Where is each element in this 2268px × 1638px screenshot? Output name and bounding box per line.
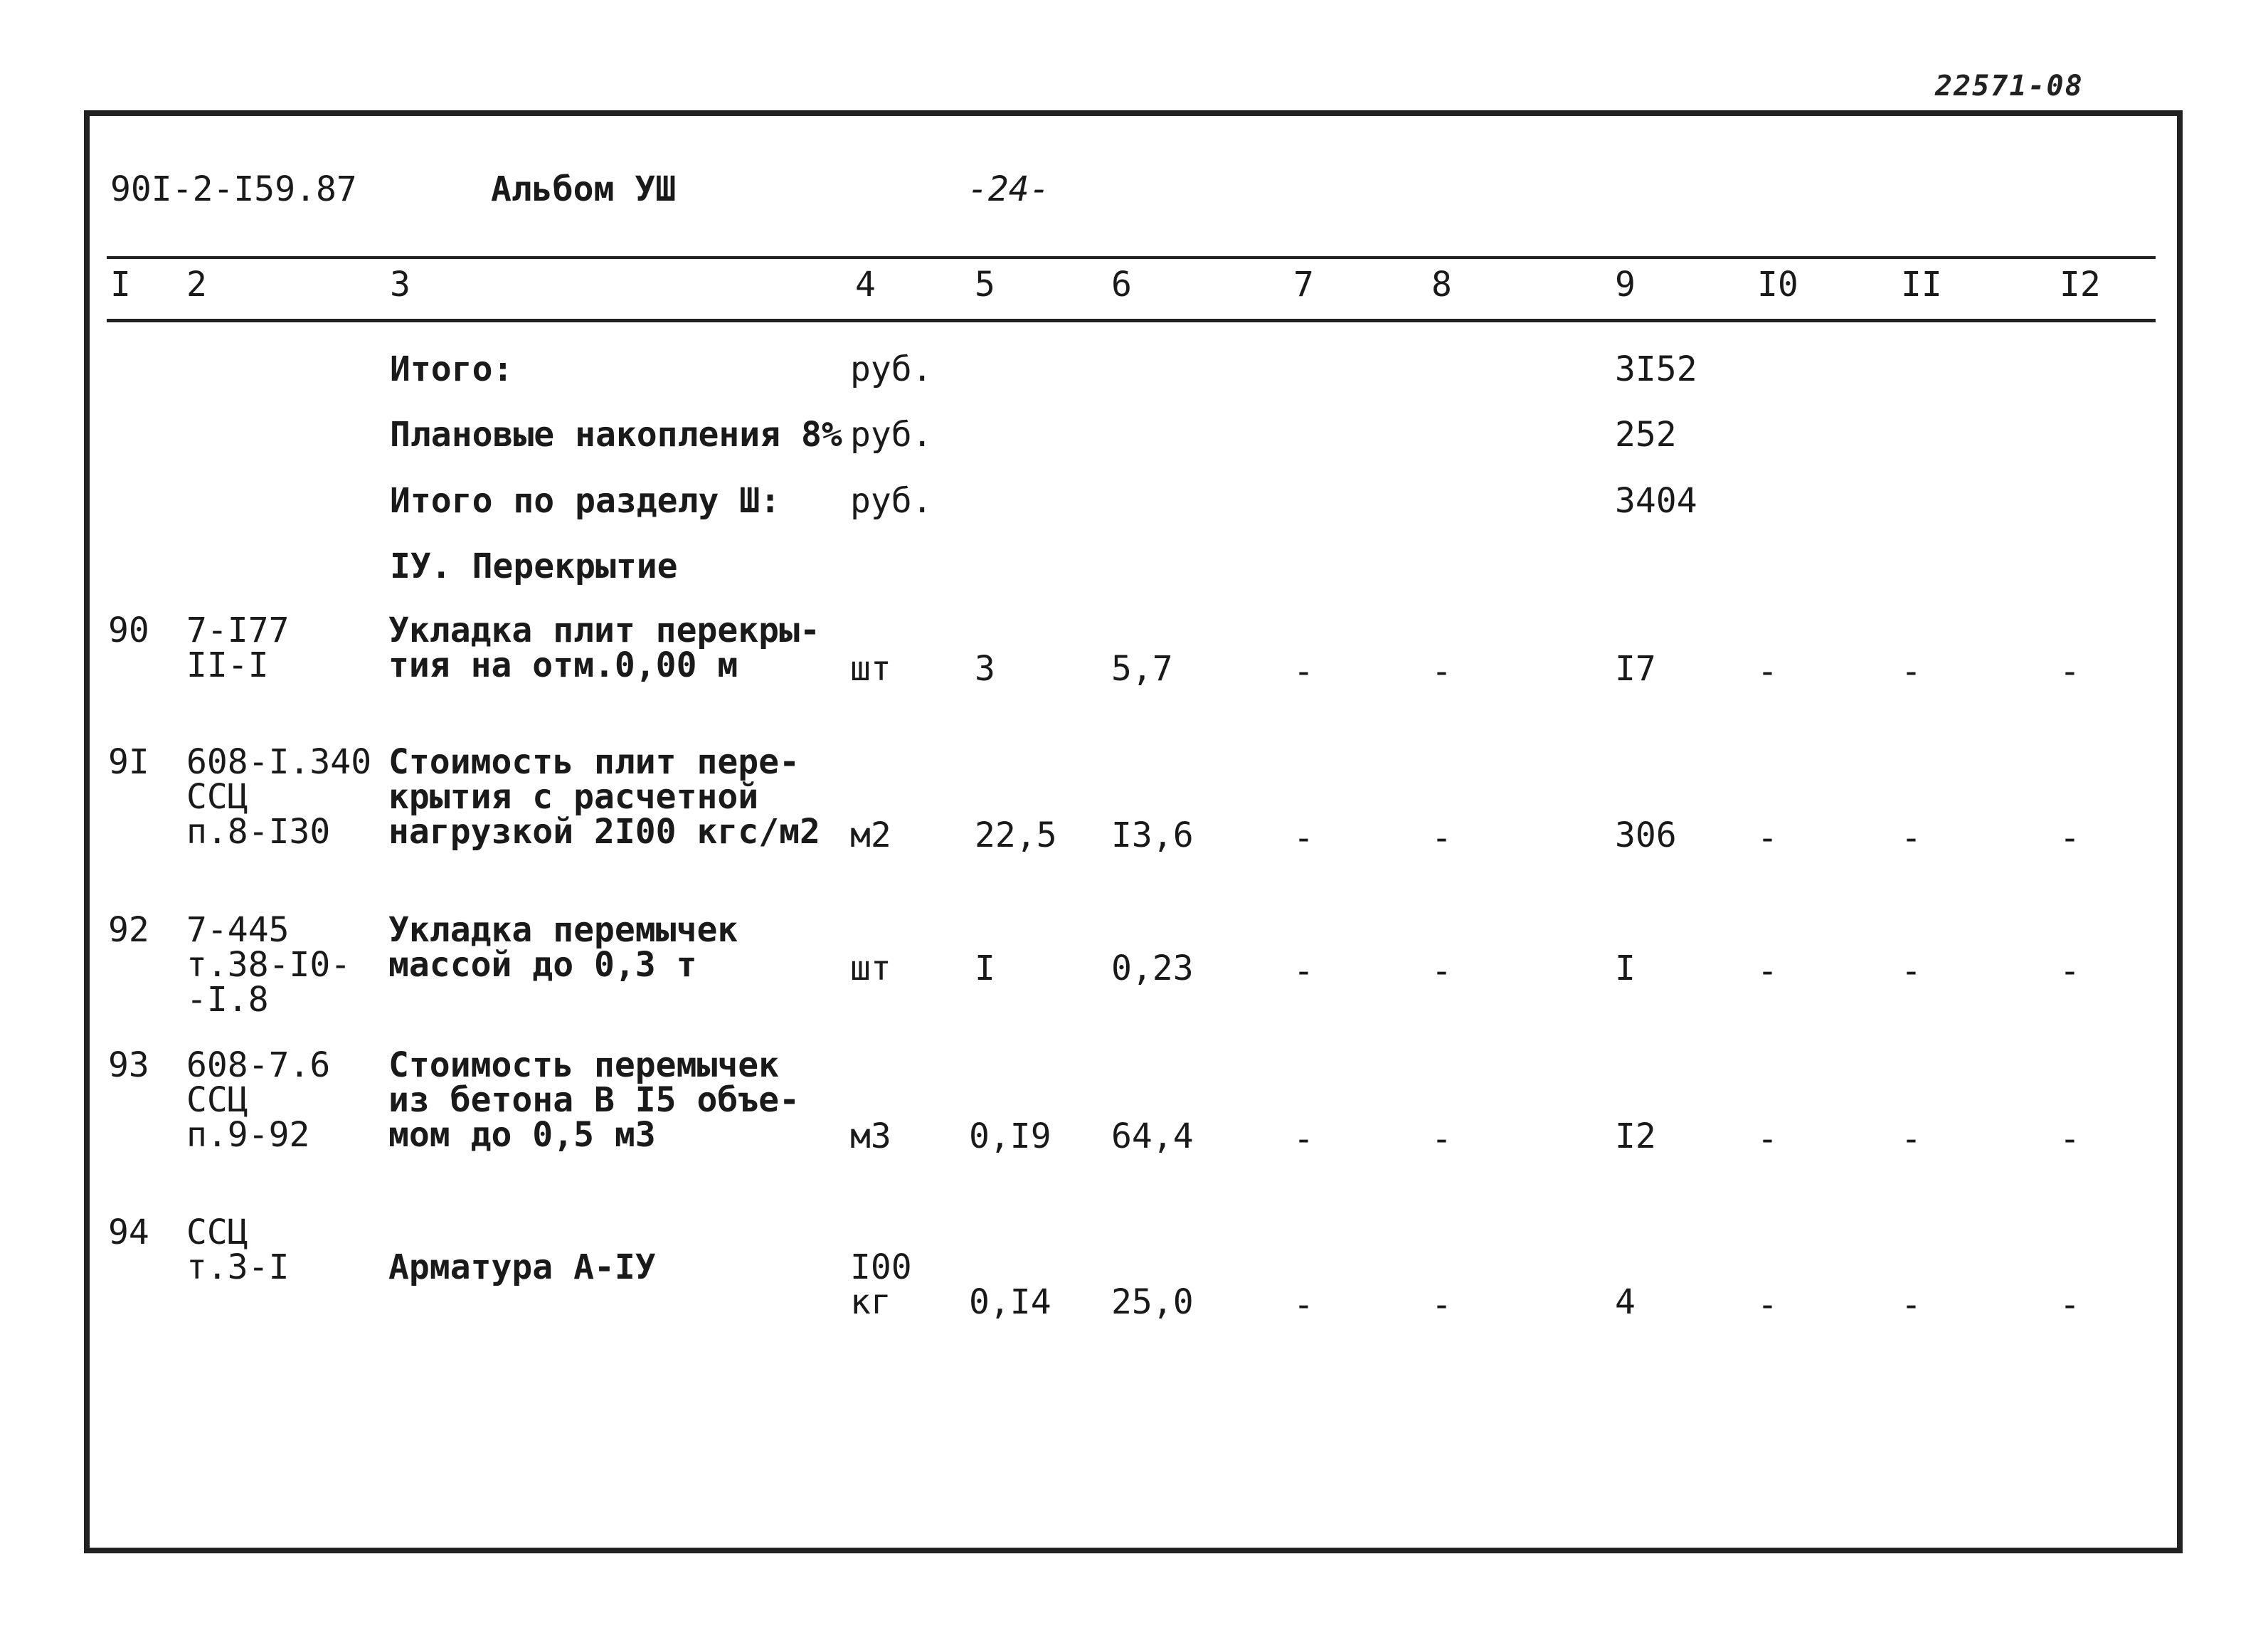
row-quantity: 0,I4 [969, 1282, 1051, 1322]
row-col7: - [1293, 818, 1314, 858]
row-unit: I00 [850, 1247, 912, 1287]
row-unit-price: I3,6 [1111, 815, 1194, 855]
row-number: 90 [108, 611, 149, 650]
column-header-6: 6 [1111, 265, 1132, 305]
column-header-11: II [1901, 265, 1942, 305]
row-col7: - [1293, 1285, 1314, 1325]
column-header-7: 7 [1293, 265, 1314, 305]
row-code: п.9-92 [186, 1115, 310, 1155]
row-unit: шт [850, 949, 891, 988]
row-total: 4 [1615, 1282, 1636, 1322]
row-unit-price: 5,7 [1111, 649, 1173, 689]
row-description: Укладка перемычек [388, 910, 738, 950]
row-description: Стоимость перемычек [388, 1045, 780, 1085]
row-description: массой до 0,3 т [388, 945, 697, 985]
row-code: 608-I.340 [186, 742, 372, 782]
row-unit-price: 64,4 [1111, 1116, 1194, 1156]
row-total: I2 [1615, 1116, 1656, 1156]
row-col12: - [2060, 818, 2080, 858]
row-unit: шт [850, 649, 891, 689]
summary-label: Итого по разделу Ш: [390, 481, 781, 521]
row-unit-price: 0,23 [1111, 949, 1194, 988]
row-total: I [1615, 949, 1636, 988]
section-title: IУ. Перекрытие [390, 546, 678, 586]
row-description: крытия с расчетной [388, 777, 759, 817]
column-header-9: 9 [1615, 265, 1636, 305]
row-col8: - [1431, 1119, 1452, 1159]
row-col7: - [1293, 951, 1314, 991]
column-header-1: I [110, 265, 131, 305]
column-header-8: 8 [1431, 265, 1452, 305]
header-bottom-rule [107, 319, 2156, 322]
row-col12: - [2060, 1119, 2080, 1159]
row-quantity: 22,5 [975, 815, 1057, 855]
column-header-5: 5 [975, 265, 995, 305]
row-col12: - [2060, 1285, 2080, 1325]
summary-label: Плановые накопления 8% [390, 415, 842, 455]
column-header-2: 2 [186, 265, 207, 305]
row-col11: - [1901, 1285, 1922, 1325]
row-col11: - [1901, 951, 1922, 991]
row-code: ССЦ [186, 1212, 248, 1252]
page-number: -24- [968, 169, 1050, 209]
row-col7: - [1293, 652, 1314, 692]
row-description: тия на отм.0,00 м [388, 645, 738, 685]
project-code: 90I-2-I59.87 [110, 169, 357, 209]
row-col12: - [2060, 951, 2080, 991]
row-quantity: I [975, 949, 995, 988]
summary-label: Итого: [390, 349, 514, 389]
row-unit: кг [850, 1282, 891, 1322]
row-col8: - [1431, 652, 1452, 692]
column-header-4: 4 [855, 265, 876, 305]
column-header-12: I2 [2060, 265, 2101, 305]
row-code: 7-I77 [186, 611, 290, 650]
row-code: -I.8 [186, 980, 269, 1020]
row-quantity: 3 [975, 649, 995, 689]
summary-value: 252 [1615, 415, 1677, 455]
row-description: мом до 0,5 м3 [388, 1115, 656, 1155]
row-number: 92 [108, 910, 149, 950]
row-code: 7-445 [186, 910, 290, 950]
row-col10: - [1757, 652, 1778, 692]
row-code: т.3-I [186, 1247, 290, 1287]
header-top-rule [107, 256, 2156, 259]
row-description: Арматура А-IУ [388, 1247, 656, 1287]
row-code: II-I [186, 645, 269, 685]
row-total: I7 [1615, 649, 1656, 689]
row-col11: - [1901, 818, 1922, 858]
row-unit-price: 25,0 [1111, 1282, 1194, 1322]
summary-value: 3404 [1615, 481, 1697, 521]
row-description: Укладка плит перекры- [388, 611, 820, 650]
row-code: т.38-I0- [186, 945, 351, 985]
row-col10: - [1757, 1285, 1778, 1325]
row-col10: - [1757, 951, 1778, 991]
summary-unit: руб. [850, 415, 933, 455]
row-col10: - [1757, 1119, 1778, 1159]
row-number: 93 [108, 1045, 149, 1085]
summary-value: 3I52 [1615, 349, 1697, 389]
row-description: нагрузкой 2I00 кгс/м2 [388, 812, 820, 852]
row-description: из бетона В I5 объе- [388, 1080, 800, 1120]
document-number: 22571-08 [1935, 70, 2084, 102]
row-code: 608-7.6 [186, 1045, 331, 1085]
row-quantity: 0,I9 [969, 1116, 1051, 1156]
row-col11: - [1901, 652, 1922, 692]
row-number: 94 [108, 1212, 149, 1252]
column-header-3: 3 [390, 265, 410, 305]
row-col8: - [1431, 951, 1452, 991]
row-col10: - [1757, 818, 1778, 858]
row-total: 306 [1615, 815, 1677, 855]
album-title: Альбом УШ [491, 169, 677, 209]
row-code: п.8-I30 [186, 812, 331, 852]
row-col8: - [1431, 1285, 1452, 1325]
row-unit: м3 [850, 1116, 891, 1156]
row-description: Стоимость плит пере- [388, 742, 800, 782]
row-number: 9I [108, 742, 149, 782]
row-col7: - [1293, 1119, 1314, 1159]
row-code: ССЦ [186, 777, 248, 817]
summary-unit: руб. [850, 481, 933, 521]
row-unit: м2 [850, 815, 891, 855]
summary-unit: руб. [850, 349, 933, 389]
row-col11: - [1901, 1119, 1922, 1159]
row-col8: - [1431, 818, 1452, 858]
row-code: ССЦ [186, 1080, 248, 1120]
row-col12: - [2060, 652, 2080, 692]
column-header-10: I0 [1757, 265, 1798, 305]
